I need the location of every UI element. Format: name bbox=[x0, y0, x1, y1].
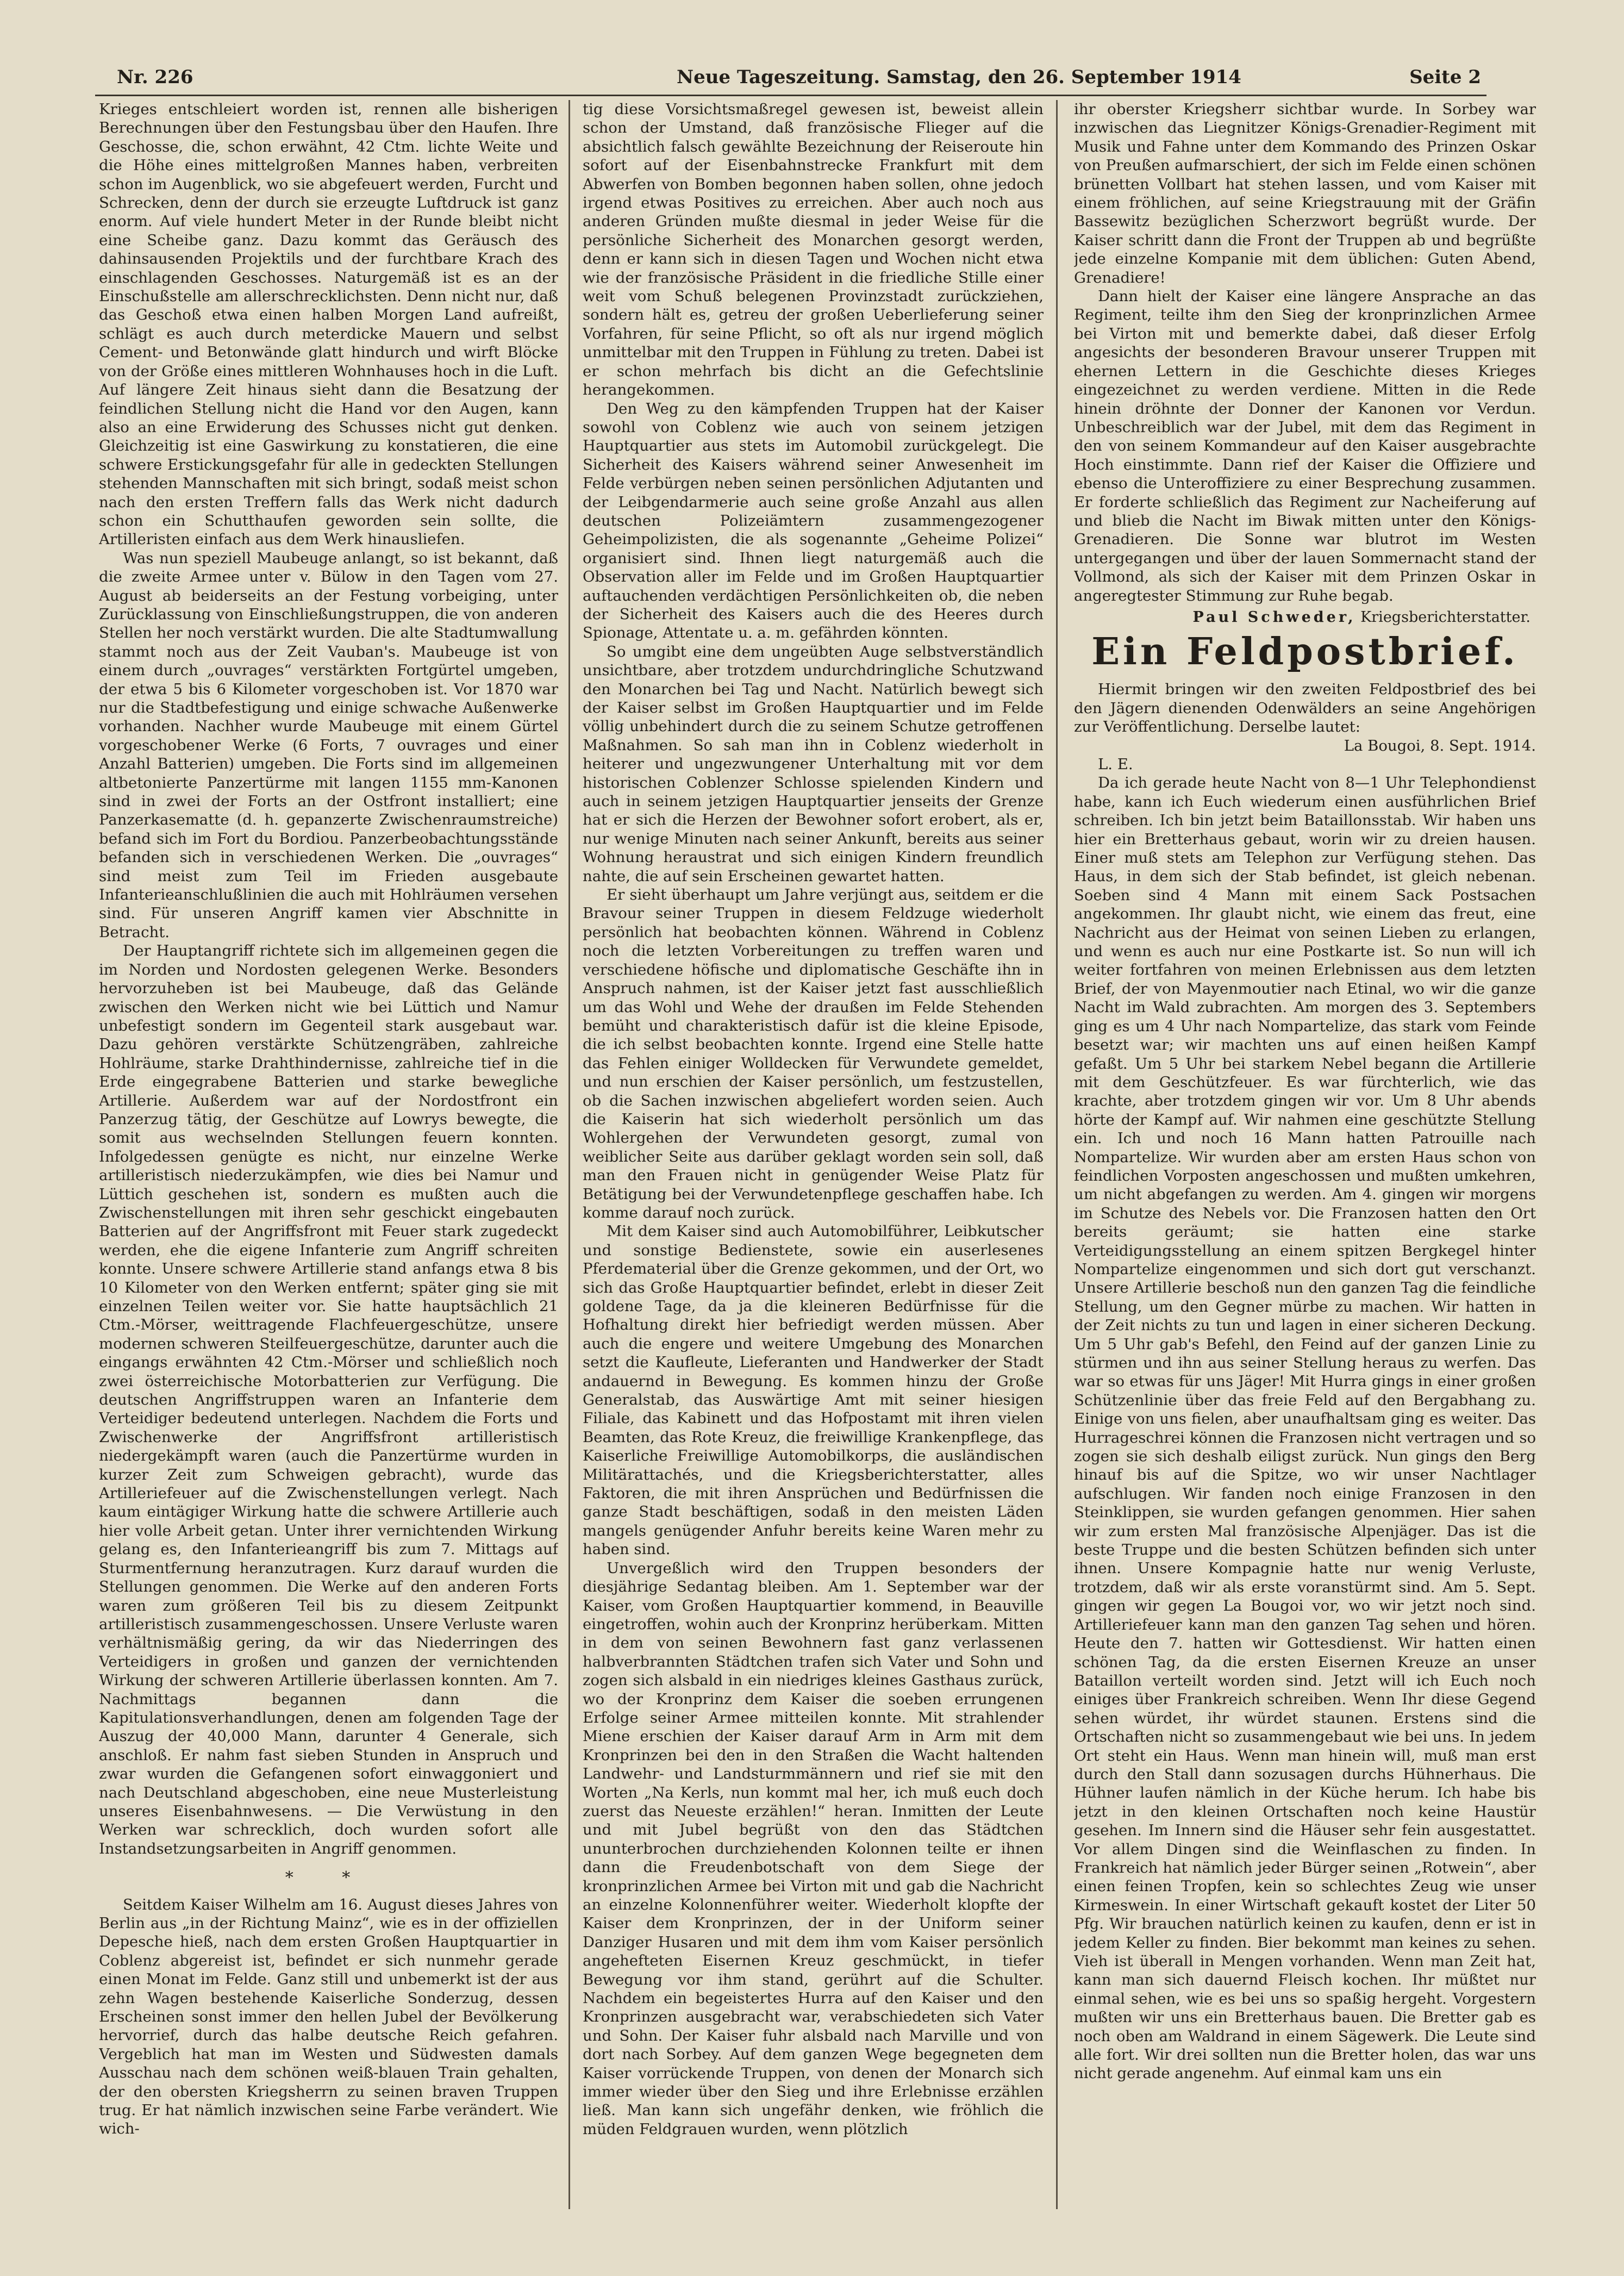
page-number: Seite 2 bbox=[1409, 66, 1481, 88]
paragraph: So umgibt eine dem ungeübten Auge selbstverständlich unsichtbare, aber trotzdem undurchdringliche Schutzwand den Monarchen bei Tag und Nacht. Natürlich bewegt sich der Kaiser selbst im Großen Hauptquartier und im Felde völlig unbehindert durch die zu seinem Schutze getroffenen Maßnahmen. So sah man ihn in Coblenz wiederholt in heiterer und ungezwungener Unterhaltung mit vor dem historischen Coblenzer Schlosse spielenden Kindern und auch in seinem jetzigen Hauptquartier jenseits der Grenze hat er sich die Herzen der Bewohner sofort erobert, als er, nur wenige Minuten nach seiner Ankunft, bereits aus seiner Wohnung heraustrat und sich einigen Kindern freundlich nahte, die auf sein Erscheinen gewartet hatten. bbox=[583, 643, 1044, 885]
paragraph: tig diese Vorsichtsmaßregel gewesen ist, beweist allein schon der Umstand, daß französische Flieger auf die absichtlich falsch gewählte Bezeichnung der Reiseroute hin sofort auf der Eisenbahnstrecke Frankfurt mit dem Abwerfen von Bomben begonnen haben sollen, ohne jedoch irgend etwas Positives zu erreichen. Aber auch noch aus anderen Gründen mußte diesmal in jeder Weise für die persönliche Sicherheit des Monarchen gesorgt werden, denn er kann sich in diesen Tagen und Wochen nicht etwa wie der französische Präsident in die friedliche Stille einer weit vom Schuß belegenen Provinzstadt zurückziehen, sondern hält es, getreu der großen Ueberlieferung seiner Vorfahren, für seine Pflicht, so oft als nur irgend möglich unmittelbar mit den Truppen in Fühlung zu treten. Dabei ist er schon mehrfach bis dicht an die Gefechtslinie herangekommen. bbox=[583, 101, 1044, 399]
column-divider bbox=[1056, 100, 1058, 2209]
author-role: Kriegsberichterstatter. bbox=[1360, 608, 1531, 626]
column-1 bbox=[99, 100, 558, 2220]
letter-salutation: L. E. bbox=[1098, 756, 1133, 773]
issue-number: Nr. 226 bbox=[117, 66, 193, 88]
author-name: Paul Schweder, bbox=[1192, 608, 1356, 626]
paragraph: Dann hielt der Kaiser eine längere Ansprache an das Regiment, teilte ihm den Sieg der kronprinzlichen Armee bei Virton mit und bemerkte dabei, daß dieser Erfolg angesichts der besonderen Bravour unserer Truppen mit ehernen Lettern in die Geschichte dieses Krieges eingezeichnet zu werden verdiene. Mitten in die Rede hinein dröhnte der Donner der Kanonen vor Verdun. Unbeschreiblich war der Jubel, mit dem das Regiment in den von seinem Kommandeur auf den Kaiser ausgebrachte Hoch einstimmte. Dann rief der Kaiser die Offiziere und ebenso die Unteroffiziere zu einer Besprechung zusammen. Er forderte schließlich das Regiment zur Nacheiferung auf und blieb die Nacht im Biwak mitten unter den Königs-Grenadieren. Die Sonne war blutrot im Westen untergegangen und über der lauen Sommernacht stand der Vollmond, als sich der Kaiser mit dem Prinzen Oskar in angeregtester Stimmung zur Ruhe begab. bbox=[1074, 288, 1536, 604]
masthead bbox=[95, 61, 1486, 96]
paragraph: Den Weg zu den kämpfenden Truppen hat der Kaiser sowohl von Coblenz wie auch von seinem jetzigen Hauptquartier aus stets im Automobil zurückgelegt. Die Sicherheit des Kaisers während seiner Anwesenheit im Felde verbürgen neben seinen persönlichen Adjutanten und der Leibgendarmerie auch seine große Anzahl aus allen deutschen Polizeiämtern zusammengezogener Geheimpolizisten, die als sogenannte „Geheime Polizei“ organisiert sind. Ihnen liegt naturgemäß auch die Observation aller im Felde und im Großen Hauptquartier auftauchenden verdächtigen Persönlichkeiten ob, die neben der Sicherheit des Kaisers auch die des Heeres durch Spionage, Attentate u. a. m. gefährden könnten. bbox=[583, 400, 1044, 642]
paragraph: Mit dem Kaiser sind auch Automobilführer, Leibkutscher und sonstige Bedienstete, sowie ein auserlesenes Pferdematerial über die Grenze gekommen, und der Ort, wo sich das Große Hauptquartier befindet, erlebt in dieser Zeit goldene Tage, da ja die kleineren Bedürfnisse für die Hofhaltung direkt hier befriedigt werden müssen. Aber auch die engere und weitere Umgebung des Monarchen setzt die Kaufleute, Lieferanten und Handwerker der Stadt andauernd in Bewegung. Es kommen hinzu der Große Generalstab, das Auswärtige Amt mit seiner hiesigen Filiale, das Kabinett und das Hofpostamt mit ihren vielen Beamten, das Rote Kreuz, die freiwillige Krankenpflege, das Kaiserliche Freiwillige Automobilkorps, die ausländischen Militärattachés, und die Kriegsberichterstatter, alles Faktoren, die mit ihren Ansprüchen und Bedürfnissen die ganze Stadt beschäftigen, sodaß in den meisten Läden mangels genügender Anfuhr bereits keine Waren mehr zu haben sind. bbox=[583, 1223, 1044, 1558]
article-headline: Ein Feldpostbrief. bbox=[1091, 630, 1519, 674]
newspaper-title-date: Neue Tageszeitung. Samstag, den 26. September 1914 bbox=[677, 66, 1241, 88]
paragraph: Da ich gerade heute Nacht von 8—1 Uhr Telephondienst habe, kann ich Euch wiederum einen ausführlichen Brief schreiben. Ich bin jetzt beim Bataillonsstab. Wir haben uns hier ein Bretterhaus gebaut, worin wir zu dreien hausen. Einer muß stets am Telephon zur Verfügung stehen. Das Haus, in dem sich der Stab befindet, ist gleich nebenan. Soeben sind 4 Mann mit einem Sack Postsachen angekommen. Ihr glaubt nicht, wie einem das freut, eine Nachricht aus der Heimat von seinen Lieben zu erlangen, und wenn es auch nur eine Postkarte ist. So nun will ich weiter fortfahren von meinen Erlebnissen aus dem letzten Brief, der von Mayenmoutier nach Etinal, wo wir die ganze Nacht im Wald zubrachten. Am morgen des 3. Septembers ging es um 4 Uhr nach Nompartelize, das stark vom Feinde besetzt war; wir machten uns auf einen heißen Kampf gefaßt. Um 5 Uhr bei starkem Nebel begann die Artillerie mit dem Geschützfeuer. Es war fürchterlich, wie das krachte, aber trotzdem gingen wir vor. Um 8 Uhr abends hörte der Kampf auf. Wir nahmen eine geschützte Stellung ein. Ich und noch 16 Mann hatten Patrouille nach Nompartelize. Wir wurden aber am ersten Haus schon von feindlichen Vorposten angeschossen und mußten umkehren, um nicht abgefangen zu werden. Am 4. gingen wir morgens im Schutze des Nebels vor. Die Franzosen hatten den Ort bereits geräumt; sie hatten eine starke Verteidigungsstellung an einem spitzen Bergkegel hinter Nompartelize eingenommen und sich dort gut verschanzt. Unsere Artillerie beschoß nun den ganzen Tag die feindliche Stellung, um den Gegner mürbe zu machen. Wir hatten in der Zeit nichts zu tun und lagen in einer sicheren Deckung. Um 5 Uhr gab's Befehl, den Feind auf der ganzen Linie zu stürmen und ihn aus seiner Stellung heraus zu werfen. Das war so etwas für uns Jäger! Mit Hurra gings in einer großen Schützenlinie über das freie Feld auf den Bergabhang zu. Einige von uns fielen, aber unaufhaltsam ging es weiter. Das Hurrageschrei können die Franzosen nicht vertragen und so zogen sie sich deshalb eiligst zurück. Nun gings den Berg hinauf bis auf die Spitze, wo wir unser Nachtlager aufschlugen. Wir fanden noch einige Franzosen in den Steinklippen, sie wurden gefangen genommen. Hier sahen wir zum ersten Mal französische Alpenjäger. Das ist die beste Truppe und die besten Schützen befinden sich unter ihnen. Unsere Kompagnie hatte nur wenig Verluste, trotzdem, daß wir als erste voranstürmt sind. Am 5. Sept. gingen wir gegen La Bougoi vor, wo wir jetzt noch sind. Artilleriefeuer kann man den ganzen Tag sehen und hören. Heute den 7. hatten wir Gottesdienst. Wir hatten einen schönen Tag, da die ersten Eisernen Kreuze an unser Bataillon verteilt worden sind. Jetzt will ich Euch noch einiges über Frankreich schreiben. Wenn Ihr diese Gegend sehen würdet, ihr würdet staunen. Erstens sind die Ortschaften nicht so zusammengebaut wie bei uns. In jedem Ort steht ein Haus. Wenn man hinein will, muß man erst durch den Stall dann sozusagen durchs Hühnerhaus. Die Hühner laufen nämlich in der Küche herum. Ich habe bis jetzt in den kleinen Ortschaften noch keine Haustür gesehen. Im Innern sind die Häuser sehr fein ausgestattet. Vor allem Dingen sind die Weinflaschen zu finden. In Frankreich hat nämlich jeder Bürger seinen „Rotwein“, aber einen feinen Tropfen, kein so schlechtes Zeug wie unser Kirmeswein. In einer Wirtschaft gekauft kostet der Liter 50 Pfg. Wir brauchen natürlich keinen zu kaufen, denn er ist in jedem Keller zu finden. Bier bekommt man keines zu sehen. Vieh ist überall in Mengen vorhanden. Wenn man Zeit hat, kann man sich dauernd Fleisch kochen. Ihr müßtet nur einmal sehen, wie es bei uns so spaßig hergeht. Vorgestern mußten wir uns ein Bretterhaus bauen. Die Bretter gab es noch oben am Waldrand in einem Sägewerk. Die Leute sind alle fort. Wir drei sollten nun die Bretter holen, das war uns nicht gerade angenehm. Auf einmal kam uns ein bbox=[1074, 774, 1536, 2082]
paragraph: Der Hauptangriff richtete sich im allgemeinen gegen die im Norden und Nordosten gelegenen Werke. Besonders hervorzuheben ist bei Maubeuge, daß das Gelände zwischen den Werken nicht wie bei Lüttich und Namur unbefestigt sondern im Gegenteil stark ausgebaut war. Dazu gehören verstärkte Schützengräben, zahlreiche Hohlräume, starke Drahthindernisse, zahlreiche tief in die Erde eingegrabene Batterien und starke bewegliche Artillerie. Außerdem war auf der Nordostfront ein Panzerzug tätig, der Geschütze auf Lowrys bewegte, die somit aus wechselnden Stellungen feuern konnten. Infolgedessen genügte es nicht, nur einzelne Werke artilleristisch niederzukämpfen, wie dies bei Namur und Lüttich geschehen ist, sondern es mußten auch die Zwischenstellungen mit ihren sehr geschickt eingebauten Batterien auf der Angriffsfront mit Feuer stark zugedeckt werden, ehe die eigene Infanterie zum Angriff schreiten konnte. Unsere schwere Artillerie stand anfangs etwa 8 bis 10 Kilometer von den Werken entfernt; später ging sie mit einzelnen Teilen weiter vor. Sie hatte hauptsächlich 21 Ctm.-Mörser, weittragende Flachfeuergeschütze, unsere modernen schweren Steilfeuergeschütze, darunter auch die eingangs erwähnten 42 Ctm.-Mörser und schließlich noch zwei österreichische Motorbatterien zur Verfügung. Die deutschen Angriffstruppen waren an Infanterie dem Verteidiger bedeutend unterlegen. Nachdem die Forts und Zwischenwerke der Angriffsfront artilleristisch niedergekämpft waren (auch die Panzertürme wurden in kurzer Zeit zum Schweigen gebracht), wurde das Artilleriefeuer auf die Zwischenstellungen verlegt. Nach kaum eintägiger Wirkung hatte die schwere Artillerie auch hier volle Arbeit getan. Unter ihrer vernichtenden Wirkung gelang es, den Infanterieangriff bis zum 7. Mittags auf Sturmentfernung heranzutragen. Kurz darauf wurden die Stellungen genommen. Die Werke auf den anderen Forts waren zum größeren Teil bis zu diesem Zeitpunkt artilleristisch zusammengeschossen. Unsere Verluste waren verhältnismäßig gering, da wir das Niederringen des Verteidigers in großen und ganzen der vernichtenden Wirkung der schweren Artillerie überlassen konnten. Am 7. Nachmittags begannen dann die Kapitulationsverhandlungen, denen am folgenden Tage der Auszug der 40,000 Mann, darunter 4 Generale, sich anschloß. Er nahm fast sieben Stunden in Anspruch und zwar wurden die Gefangenen sofort einwaggoniert und nach Deutschland abgeschoben, eine neue Musterleistung unseres Eisenbahnwesens. — Die Verwüstung in den Werken war schrecklich, doch wurden sofort alle Instandsetzungsarbeiten in Angriff genommen. bbox=[99, 942, 558, 1857]
byline bbox=[1074, 608, 1531, 627]
letter-dateline: La Bougoi, 8. Sept. 1914. bbox=[1344, 737, 1536, 754]
paragraph: Krieges entschleiert worden ist, rennen alle bisherigen Berechnungen über den Festungsbau über den Haufen. Ihre Geschosse, die, schon erwähnt, 42 Ctm. lichte Weite und die Höhe eines mittelgroßen Mannes haben, verbreiten schon im Augenblick, wo sie abgefeuert werden, Furcht und Schrecken, denn der durch sie erzeugte Luftdruck ist ganz enorm. Auf viele hundert Meter in der Runde bleibt nicht eine Scheibe ganz. Dazu kommt das Geräusch des dahinsausenden Projektils und der furchtbare Krach des einschlagenden Geschosses. Naturgemäß ist es an der Einschußstelle am allerschrecklichsten. Denn nicht nur, daß das Geschoß etwa einen halben Morgen Land aufreißt, schlägt es auch durch meterdicke Mauern und selbst Cement- und Betonwände glatt hindurch und wirft Blöcke von der Größe eines mittleren Wohnhauses hoch in die Luft. Auf längere Zeit hinaus sieht dann die Besatzung der feindlichen Stellung nicht die Hand vor den Augen, kann also an eine Erwiderung des Schusses nicht gut denken. Gleichzeitig ist eine Gaswirkung zu konstatieren, die eine schwere Erstickungsgefahr für alle in gedeckten Stellungen stehenden Mannschaften mit sich bringt, sodaß meist schon nach den ersten Treffern falls das Werk nicht dadurch schon ein Schutthaufen geworden sein sollte, die Artilleristen einfach aus dem Werk hinausliefen. bbox=[99, 101, 558, 548]
paragraph: Was nun speziell Maubeuge anlangt, so ist bekannt, daß die zweite Armee unter v. Bülow in den Tagen vom 27. August ab beiderseits an der Festung vorbeiging, unter Zurücklassung von Einschließungstruppen, die von anderen Stellen her noch verstärkt wurden. Die alte Stadtumwallung stammt noch aus der Zeit Vauban's. Maubeuge ist von einem durch „ouvrages“ verstärkten Fortgürtel umgeben, der etwa 5 bis 6 Kilometer vorgeschoben ist. Vor 1870 war nur die Stadtbefestigung und einige schwache Außenwerke vorhanden. Nachher wurde Maubeuge mit einem Gürtel vorgeschobener Werke (6 Forts, 7 ouvrages und einer Anzahl Batterien) umgeben. Die Forts sind im allgemeinen altbetonierte Panzertürme mit langen 1155 mm-Kanonen sind in zwei der Forts an der Ostfront installiert; eine Panzerkasematte (d. h. gepanzerte Zwischenraumstreiche) befand sich im Fort du Bordiou. Panzerbeobachtungsstände befanden sich in verschiedenen Werken. Die „ouvrages“ sind meist zum Teil im Frieden ausgebaute Infanterieanschlußlinien die auch mit Hohlräumen versehen sind. Für unseren Angriff kamen vier Abschnitte in Betracht. bbox=[99, 549, 558, 941]
paragraph: Er sieht überhaupt um Jahre verjüngt aus, seitdem er die Bravour seiner Truppen in diesem Feldzuge wiederholt persönlich hat beobachten können. Während in Coblenz noch die letzten Vorbereitungen zu treffen waren und verschiedene höfische und diplomatische Geschäfte ihn in Anspruch nahmen, ist der Kaiser jetzt fast ausschließlich um das Wohl und Wehe der draußen im Felde Stehenden bemüht und charakteristisch dafür ist die kleine Episode, die ich selbst beobachten konnte. Irgend eine Stelle hatte das Fehlen einiger Wolldecken für Verwundete gemeldet, und nun erschien der Kaiser persönlich, um festzustellen, ob die Sachen inzwischen abgeliefert worden seien. Auch die Kaiserin hat sich wiederholt persönlich um das Wohlergehen der Verwundeten gesorgt, zumal von weiblicher Seite aus darüber geklagt worden sein soll, daß man den Frauen nicht in genügender Weise Platz für Betätigung bei der Verwundetenpflege geschaffen habe. Ich komme darauf noch zurück. bbox=[583, 886, 1044, 1221]
section-separator: * * bbox=[285, 1868, 372, 1888]
column-2 bbox=[583, 100, 1044, 2220]
paragraph: Seitdem Kaiser Wilhelm am 16. August dieses Jahres von Berlin aus „in der Richtung Mainz“, wie es in der offiziellen Depesche hieß, nach dem ersten Großen Hauptquartier in Coblenz abgereist ist, befindet er sich nunmehr gerade einen Monat im Felde. Ganz still und unbemerkt ist der aus zehn Wagen bestehende Kaiserliche Sonderzug, dessen Erscheinen sonst immer den hellen Jubel der Bevölkerung hervorrief, durch das halbe deutsche Reich gefahren. Vergeblich hat man im Westen und Südwesten damals Ausschau nach dem schönen weiß-blauen Train gehalten, der den obersten Kriegsherrn zu seinen braven Truppen trug. Er hat nämlich inzwischen seine Farbe verändert. Wie wich- bbox=[99, 1895, 558, 2138]
article-intro: Hiermit bringen wir den zweiten Feldpostbrief des bei den Jägern dienenden Odenwälders an seine Angehörigen zur Veröffentlichung. Derselbe lautet: bbox=[1074, 681, 1536, 736]
column-3 bbox=[1074, 100, 1536, 2220]
paragraph: ihr oberster Kriegsherr sichtbar wurde. In Sorbey war inzwischen das Liegnitzer Königs-Grenadier-Regiment mit Musik und Fahne unter dem Kommando des Prinzen Oskar von Preußen aufmarschiert, der sich im Felde einen schönen brünetten Vollbart hat stehen lassen, und vom Kaiser mit einem fröhlichen, auf seine Kriegstrauung mit der Gräfin Bassewitz bezüglichen Scherzwort begrüßt wurde. Der Kaiser schritt dann die Front der Truppen ab und begrüßte jede einzelne Kompanie mit dem üblichen: Guten Abend, Grenadiere! bbox=[1074, 101, 1536, 286]
paragraph: Unvergeßlich wird den Truppen besonders der diesjährige Sedantag bleiben. Am 1. September war der Kaiser, vom Großen Hauptquartier kommend, in Beauville eingetroffen, wohin auch der Kronprinz herüberkam. Mitten in dem von seinen Bewohnern fast ganz verlassenen halbverbrannten Städtchen trafen sich Vater und Sohn und zogen sich alsbald in ein niedriges kleines Gasthaus zurück, wo der Kronprinz dem Kaiser die soeben errungenen Erfolge seiner Armee mitteilen konnte. Mit strahlender Miene erschien der Kaiser darauf Arm in Arm mit dem Kronprinzen bei den in den Straßen die Wacht haltenden Landwehr- und Landsturmmännern und rief sie mit den Worten „Na Kerls, nun kommt mal her, ich muß euch doch zuerst das Neueste erzählen!“ heran. Inmitten der Leute und mit Jubel begrüßt von den das Städtchen ununterbrochen durchziehenden Kolonnen teilte er ihnen dann die Freudenbotschaft von dem Siege der kronprinzlichen Armee bei Virton mit und gab die Nachricht an einzelne Kolonnenführer weiter. Wiederholt klopfte der Kaiser dem Kronprinzen, der in der Uniform seiner Danziger Husaren und mit dem ihm vom Kaiser persönlich angehefteten Eisernen Kreuz geschmückt, in tiefer Bewegung vor ihm stand, gerührt auf die Schulter. Nachdem ein begeistertes Hurra auf den Kaiser und den Kronprinzen ausgebracht war, verabschiedeten sich Vater und Sohn. Der Kaiser fuhr alsbald nach Marville und von dort nach Sorbey. Auf dem ganzen Wege begegneten dem Kaiser vorrückende Truppen, von denen der Monarch sich immer wieder über den Sieg und ihre Erlebnisse erzählen ließ. Man kann sich ungefähr denken, wie fröhlich die müden Feldgrauen wurden, wenn plötzlich bbox=[583, 1559, 1044, 2138]
column-divider bbox=[569, 100, 570, 2209]
